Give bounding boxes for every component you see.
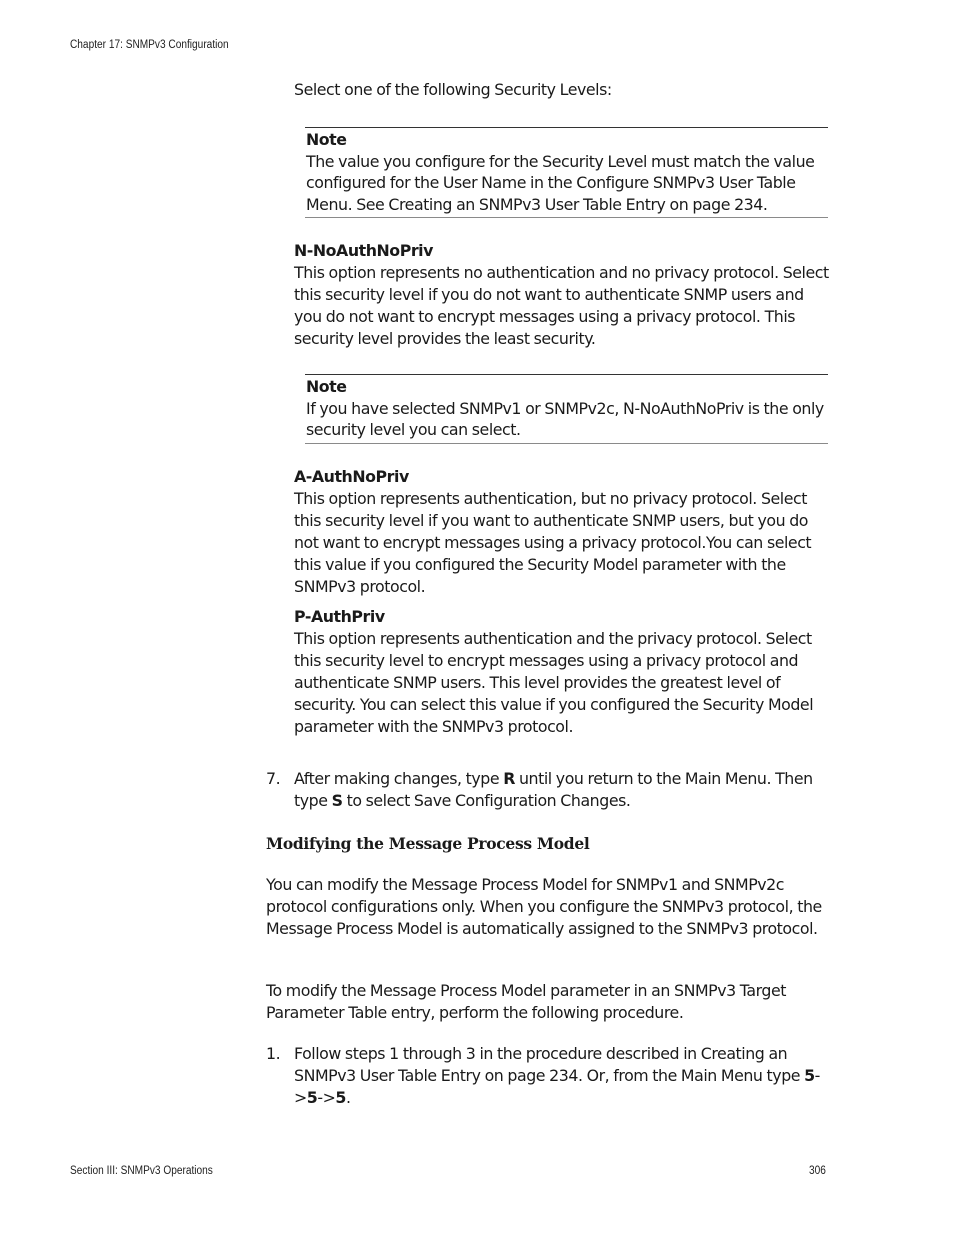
- intro-text: Select one of the following Security Levels:: [294, 80, 612, 99]
- running-footer: Section III: SNMPv3 Operations: [70, 1165, 213, 1177]
- level-term: N-NoAuthNoPriv: [294, 241, 433, 260]
- level-description: This option represents no authentication and no privacy protocol. Select this security level if you do not want to authenticate SNMP users and you do not want to encrypt messages using a privacy protocol. This security level provides the least security.: [294, 263, 829, 348]
- procedure-step-1: [266, 1043, 836, 1109]
- step-text: [294, 768, 836, 812]
- step-text-part: Follow steps 1 through 3 in the procedure described in Creating an SNMPv3 User Table Entry on page 234. Or, from the Main Menu type: [294, 1044, 805, 1085]
- note-box: [305, 374, 828, 444]
- step-number: 1.: [266, 1044, 281, 1063]
- running-header: Chapter 17: SNMPv3 Configuration: [70, 39, 229, 51]
- note-text: The value you configure for the Security Level must match the value configured for the User Name in the Configure SNMPv3 User Table Menu. See Creating an SNMPv3 User Table Entry on page 234.: [306, 151, 815, 214]
- key-r: R: [503, 769, 515, 788]
- page-number: 306: [809, 1165, 826, 1177]
- step-number: 7.: [266, 769, 281, 788]
- level-term: P-AuthPriv: [294, 607, 385, 626]
- security-level-p-authpriv: [294, 606, 834, 738]
- step-text-part: to select Save Configuration Changes.: [342, 791, 631, 810]
- menu-key: 5: [306, 1088, 318, 1107]
- step-text-part: After making changes, type: [294, 769, 504, 788]
- section-heading: Modifying the Message Process Model: [266, 834, 590, 853]
- procedure-step-7: [266, 768, 836, 812]
- note-box: [305, 127, 828, 218]
- step-text: [294, 1043, 836, 1109]
- key-s: S: [331, 791, 343, 810]
- note-title: Note: [306, 130, 347, 149]
- level-description: This option represents authentication and the privacy protocol. Select this security level to encrypt messages using a privacy protocol and authenticate SNMP users. This level provides the greatest level of security. You can select this value if you configured the Security Model parameter with the SNMPv3 protocol.: [294, 629, 814, 736]
- level-term: A-AuthNoPriv: [294, 467, 409, 486]
- security-level-a-authnopriv: [294, 466, 834, 598]
- security-level-n-noauthnopriv: [294, 240, 834, 350]
- note-title: Note: [306, 377, 347, 396]
- menu-separator: ->: [294, 1066, 820, 1107]
- menu-key: 5: [335, 1088, 346, 1107]
- paragraph: You can modify the Message Process Model for SNMPv1 and SNMPv2c protocol configurations only. When you configure the SNMPv3 protocol, the Message Process Model is automatically assigned to the SNMPv3 protocol.: [266, 875, 822, 938]
- note-text: If you have selected SNMPv1 or SNMPv2c, N-NoAuthNoPriv is the only security level you can select.: [306, 398, 824, 439]
- paragraph: To modify the Message Process Model parameter in an SNMPv3 Target Parameter Table entry, perform the following procedure.: [266, 981, 786, 1022]
- menu-separator: ->: [317, 1088, 336, 1107]
- step-text-part: .: [345, 1088, 351, 1107]
- menu-key: 5: [804, 1066, 815, 1085]
- level-description: This option represents authentication, but no privacy protocol. Select this security level if you want to authenticate SNMP users, but you do not want to encrypt messages using a privacy protocol.You can select this value if you configured the Security Model parameter with the SNMPv3 protocol.: [294, 489, 812, 596]
- step-text-part: until you return to the Main Menu. Then type: [294, 769, 813, 810]
